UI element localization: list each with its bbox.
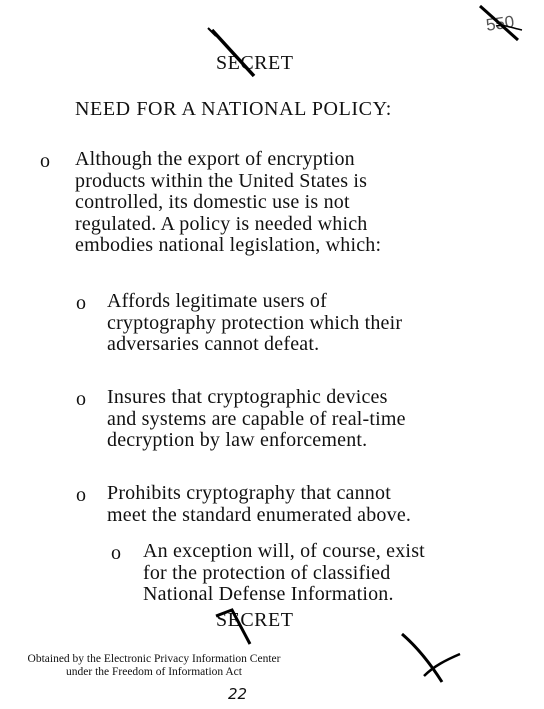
section-heading: NEED FOR A NATIONAL POLICY: bbox=[75, 98, 392, 120]
main-item-text bbox=[75, 149, 381, 257]
text-line: An exception will, of course, exist bbox=[143, 540, 425, 562]
text-line: cryptography protection which their bbox=[107, 311, 403, 334]
bullet-marker: o bbox=[76, 484, 86, 506]
text-line: adversaries cannot defeat. bbox=[107, 333, 320, 355]
bullet-marker: o bbox=[76, 388, 86, 410]
footer-note bbox=[4, 653, 304, 679]
corner-cross-mark bbox=[478, 4, 528, 44]
handwritten-x-mark bbox=[398, 630, 462, 686]
sub-item-text bbox=[107, 483, 411, 526]
classification-bottom: SECRET bbox=[216, 609, 294, 631]
footer-line: under the Freedom of Information Act bbox=[66, 666, 242, 678]
text-line: and systems are capable of real-time bbox=[107, 407, 406, 430]
declassification-strike-top bbox=[200, 26, 260, 78]
bullet-marker: o bbox=[76, 292, 86, 314]
declassification-strike-bottom bbox=[212, 606, 256, 646]
sub-item-text bbox=[107, 387, 406, 452]
sub-sub-item-text bbox=[143, 541, 425, 606]
text-line: Affords legitimate users of bbox=[107, 290, 327, 312]
text-line: Prohibits cryptography that cannot bbox=[107, 482, 391, 504]
text-line: meet the standard enumerated above. bbox=[107, 503, 412, 526]
text-line: for the protection of classified bbox=[143, 561, 391, 584]
text-line: National Defense Information. bbox=[143, 583, 394, 605]
text-line: controlled, its domestic use is not bbox=[75, 191, 350, 213]
handwritten-page-number: 22 bbox=[228, 685, 248, 703]
classification-top: SECRET bbox=[216, 52, 294, 74]
bullet-marker: o bbox=[40, 150, 50, 172]
text-line: regulated. A policy is needed which bbox=[75, 212, 368, 235]
bullet-marker: o bbox=[111, 542, 121, 564]
corner-stamp: 550 bbox=[484, 12, 516, 35]
footer-line: Obtained by the Electronic Privacy Information Center bbox=[27, 653, 281, 665]
text-line: products within the United States is bbox=[75, 169, 368, 192]
text-line: embodies national legislation, which: bbox=[75, 234, 382, 256]
sub-item-text bbox=[107, 291, 402, 356]
text-line: Although the export of encryption bbox=[75, 148, 355, 170]
text-line: Insures that cryptographic devices bbox=[107, 386, 388, 408]
text-line: decryption by law enforcement. bbox=[107, 429, 368, 451]
